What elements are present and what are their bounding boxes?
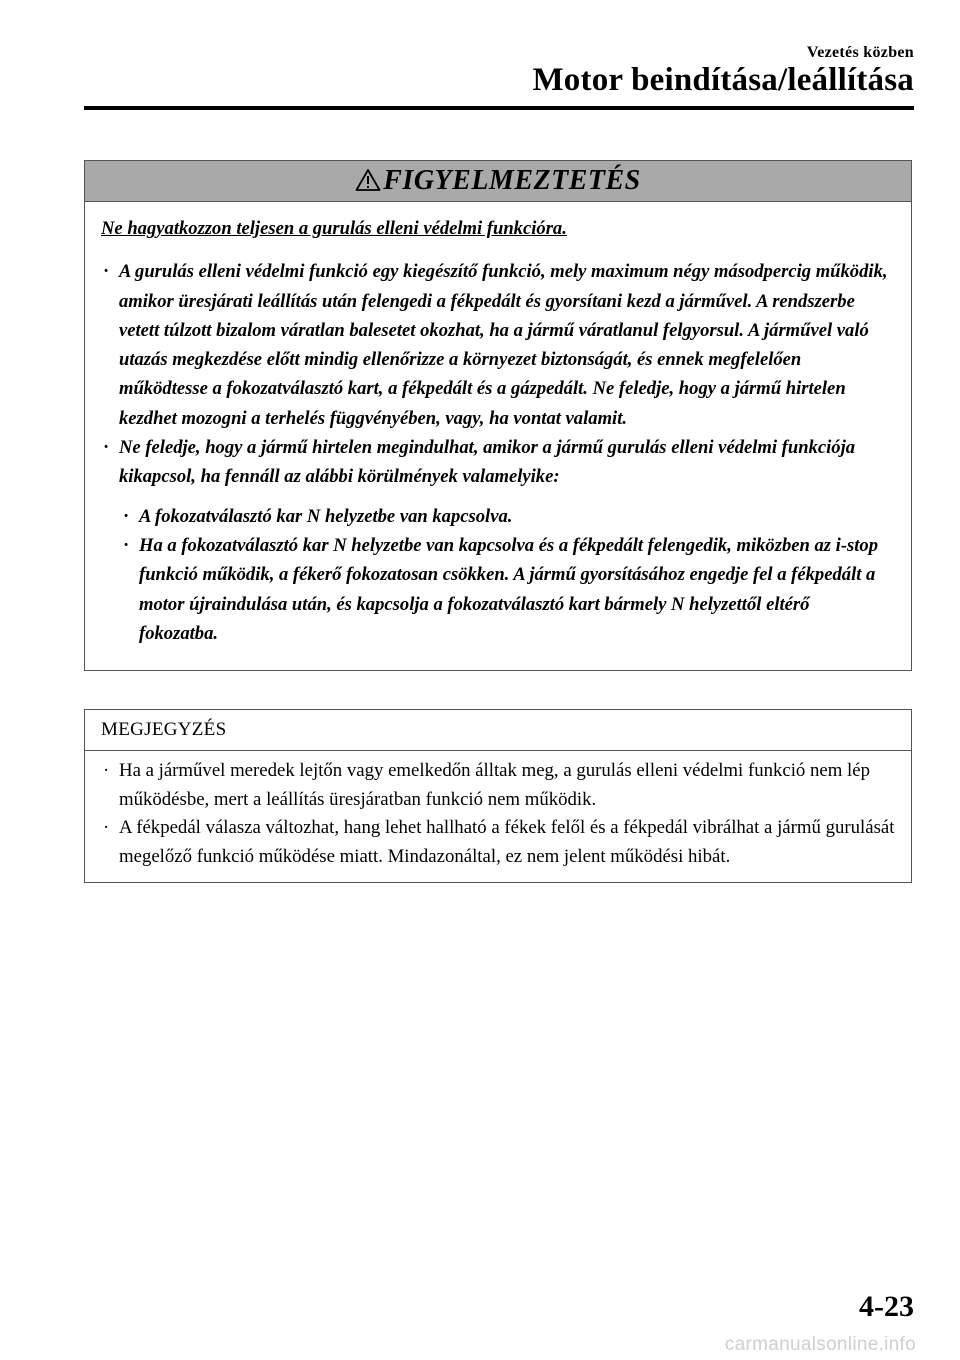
warning-sub-bullet-text: Ha a fokozatválasztó kar N helyzetbe van kapcsolva és a fékpedált felengedik, miközben az i-stop funkció működik, a fékerő fokozatosan csökken. A jármű gyorsításához engedje fel a fékpedált a motor újraindulása után, és kapcsolja a fokozatválasztó kart bármely N helyzettől eltérő fokozatba. bbox=[139, 534, 879, 644]
warning-triangle-icon bbox=[355, 168, 381, 192]
bullet-marker: · bbox=[103, 760, 110, 781]
section-label: Vezetés közben bbox=[806, 44, 914, 61]
bullet-marker: · bbox=[103, 817, 110, 839]
bullet-marker: · bbox=[123, 534, 130, 556]
bullet-marker: · bbox=[123, 505, 130, 527]
bullet-marker: · bbox=[103, 261, 110, 283]
warning-sub-bullet-text: A fokozatválasztó kar N helyzetbe van kapcsolva. bbox=[139, 505, 513, 527]
bullet-marker: · bbox=[103, 437, 110, 459]
note-bullet bbox=[101, 814, 897, 871]
note-title: MEGJEGYZÉS bbox=[101, 719, 227, 740]
page-title: Motor beindítása/leállítása bbox=[532, 62, 914, 98]
page-number: 4-23 bbox=[859, 1290, 914, 1323]
header-divider bbox=[84, 106, 914, 110]
warning-bullet bbox=[101, 257, 893, 433]
note-bullet-text: A fékpedál válasza változhat, hang lehet hallható a fékek felől és a fékpedál vibrálhat a jármű gurulását megelőző funkció működése miatt. Mindazonáltal, ez nem jelent működési hibát. bbox=[119, 817, 895, 868]
warning-bullet-text: A gurulás elleni védelmi funkció egy kiegészítő funkció, mely maximum négy másodpercig működik, amikor üresjárati leállítás után felengedi a fékpedált és gyorsítani kezd a járművel. A rendszerbe vetett túlzott bizalom váratlan balesetet okozhat, ha a jármű váratlanul felgyorsul. A járművel való utazás megkezdése előtt mindig ellenőrizze a környezet biztonságát, és ennek megfelelően működtesse a fokozatválasztó kart, a fékpedált és a gázpedált. Ne feledje, hogy a jármű hirtelen kezdhet mozogni a terhelés függvényében, vagy, ha vontat valamit. bbox=[119, 261, 888, 429]
warning-bullet bbox=[101, 433, 893, 492]
warning-lead: Ne hagyatkozzon teljesen a gurulás elleni védelmi funkcióra. bbox=[101, 218, 567, 239]
warning-title: FIGYELMEZTETÉS bbox=[383, 165, 641, 196]
warning-bullet-text: Ne feledje, hogy a jármű hirtelen megindulhat, amikor a jármű gurulás elleni védelmi funkciója kikapcsol, ha fennáll az alábbi körülmények valamelyike: bbox=[119, 437, 856, 488]
note-box bbox=[84, 709, 912, 883]
watermark: carmanualsonline.info bbox=[724, 1334, 916, 1355]
warning-box bbox=[84, 160, 912, 671]
warning-body bbox=[85, 202, 911, 670]
warning-sub-bullet bbox=[101, 502, 893, 531]
warning-sub-bullet bbox=[101, 531, 893, 648]
note-body bbox=[85, 751, 911, 882]
note-bullet bbox=[101, 757, 897, 814]
warning-header bbox=[85, 161, 911, 202]
note-bullet-text: Ha a járművel meredek lejtőn vagy emelkedőn álltak meg, a gurulás elleni védelmi funkció nem lép működésbe, mert a leállítás üresjáratban funkció nem működik. bbox=[119, 760, 870, 810]
note-header bbox=[85, 710, 911, 751]
